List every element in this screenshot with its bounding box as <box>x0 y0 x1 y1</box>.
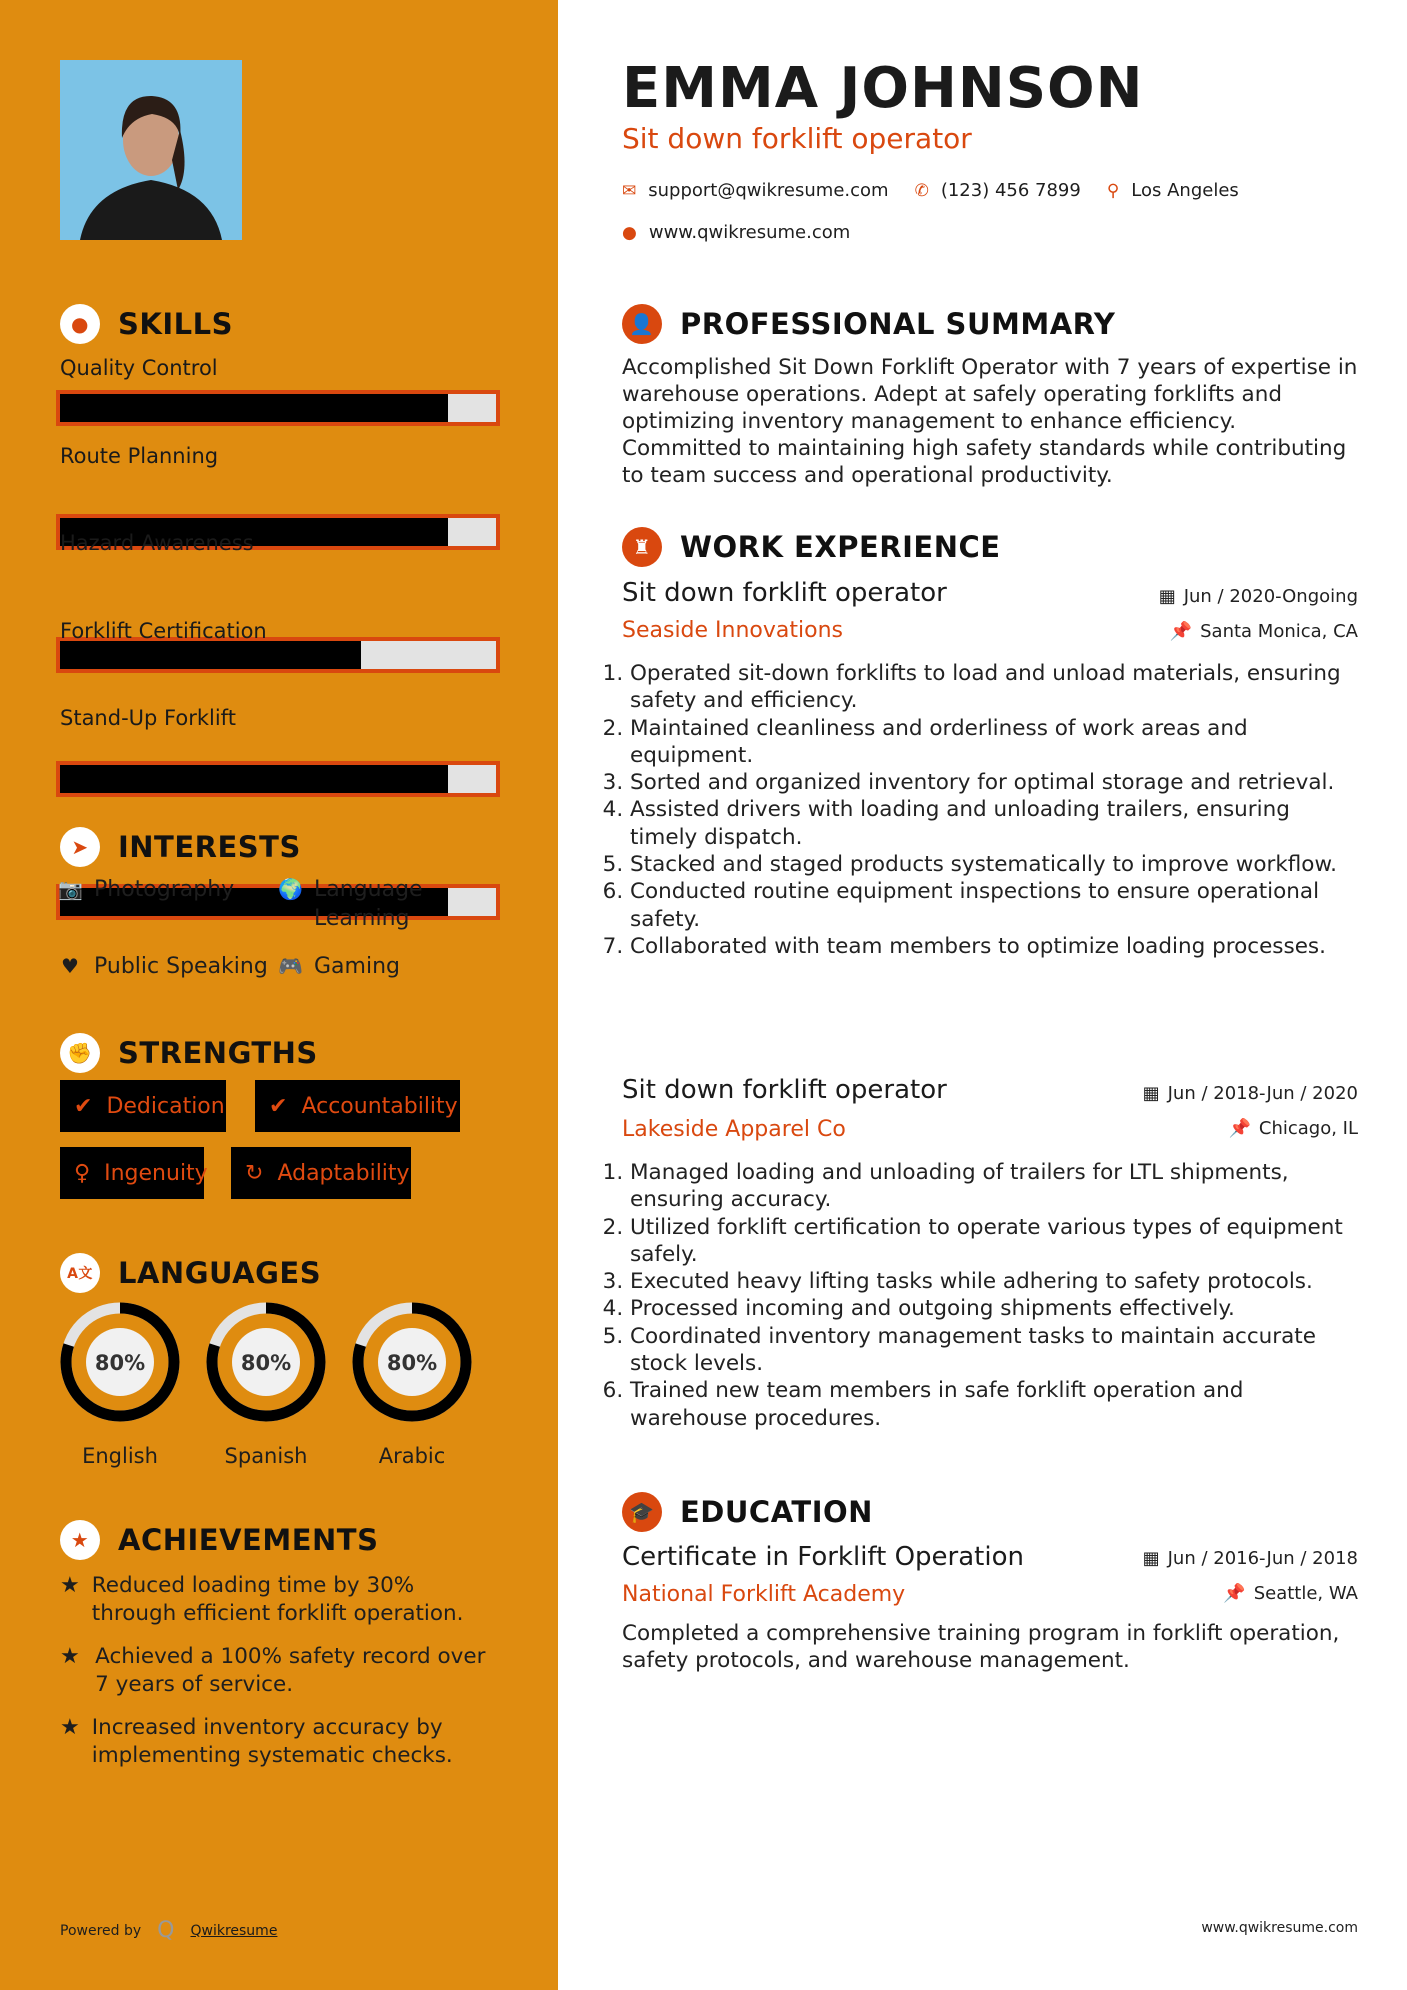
language-item <box>350 1300 474 1468</box>
job-company: Seaside Innovations <box>622 618 843 643</box>
language-percent: 80% <box>240 1351 292 1375</box>
refresh-icon: ↻ <box>245 1160 264 1186</box>
star-icon: ★ <box>60 1715 80 1740</box>
language-donut <box>58 1300 182 1424</box>
job-bullet: 4. Assisted drivers with loading and unloading trailers, ensuring timely dispatch. <box>630 796 1348 851</box>
job-bullet: 6. Trained new team members in safe forklift operation and warehouse procedures. <box>630 1377 1348 1432</box>
strengths-heading: ✊ STRENGTHS <box>60 1033 318 1073</box>
strength-badge: ✔ Dedication <box>60 1080 226 1132</box>
achievement-item: ★ Achieved a 100% safety record over 7 years of service. <box>60 1644 486 1697</box>
skill-label: Forklift Certification <box>60 618 267 643</box>
candidate-title: Sit down forklift operator <box>622 122 972 155</box>
skill-bar-fill <box>60 641 361 669</box>
interest-item: 🎮 Gaming <box>278 954 400 979</box>
strength-badge: ✔ Accountability <box>255 1080 460 1132</box>
language-item <box>58 1300 182 1468</box>
job-bullet: 5. Coordinated inventory management tasks to maintain accurate stock levels. <box>630 1323 1348 1378</box>
job-bullet: 3. Sorted and organized inventory for optimal storage and retrieval. <box>630 769 1348 796</box>
profile-photo <box>60 60 242 240</box>
education-text: Completed a comprehensive training program in forklift operation, safety protocols, and warehouse management. <box>622 1621 1340 1673</box>
degree-title: Certificate in Forklift Operation <box>622 1542 1024 1572</box>
website-link[interactable]: www.qwikresume.com <box>648 222 851 243</box>
job-bullets <box>612 660 1348 960</box>
footer-website[interactable]: www.qwikresume.com <box>1201 1920 1358 1936</box>
phone-text: (123) 456 7899 <box>940 180 1081 201</box>
interest-item: 📷 Photography <box>58 877 235 902</box>
language-donut <box>204 1300 328 1424</box>
skills-heading: ● SKILLS <box>60 304 233 344</box>
star-icon: ★ <box>60 1520 100 1560</box>
language-percent: 80% <box>94 1351 146 1375</box>
skill-label: Stand-Up Forklift <box>60 706 236 731</box>
job-location: 📌 Chicago, IL <box>1228 1118 1358 1139</box>
summary-text: Accomplished Sit Down Forklift Operator with 7 years of expertise in warehouse operations. Adept at safely operating forklifts and optimizing inventory management to enhance efficiency. Committed to maintaining high safety standards while contributing to team success and operational productivity. <box>622 355 1358 488</box>
heartbeat-icon: ♥ <box>61 954 79 978</box>
email-link[interactable]: support@qwikresume.com <box>648 180 889 201</box>
gamepad-icon: 🎮 <box>278 954 303 978</box>
qwikresume-link[interactable]: Qwikresume <box>190 1922 278 1939</box>
skill-bar-fill <box>60 394 448 422</box>
job-bullet: 3. Executed heavy lifting tasks while adhering to safety protocols. <box>630 1268 1348 1295</box>
star-icon: ★ <box>60 1573 80 1598</box>
job-bullet: 1. Managed loading and unloading of trailers for LTL shipments, ensuring accuracy. <box>630 1159 1348 1214</box>
language-donut <box>350 1300 474 1424</box>
location-pin-icon: ⚲ <box>1106 180 1120 201</box>
interest-item: ♥ Public Speaking <box>58 952 268 981</box>
language-label: English <box>82 1444 158 1468</box>
achievement-item: ★ Increased inventory accuracy by implementing systematic checks. <box>60 1715 453 1768</box>
calendar-icon: ▦ <box>1158 586 1176 607</box>
paper-plane-icon: ➤ <box>60 827 100 867</box>
job-title: Sit down forklift operator <box>622 578 947 608</box>
calendar-icon: ▦ <box>1142 1548 1160 1569</box>
email-icon: ✉ <box>622 180 637 201</box>
job-bullet: 2. Utilized forklift certification to operate various types of equipment safely. <box>630 1214 1348 1269</box>
user-icon: 👤 <box>622 304 662 344</box>
job-title: Sit down forklift operator <box>622 1075 947 1105</box>
job-location: 📌 Santa Monica, CA <box>1169 621 1358 642</box>
calendar-icon: ▦ <box>1142 1083 1160 1104</box>
skill-bar <box>56 390 500 426</box>
education-location: 📌 Seattle, WA <box>1223 1583 1358 1604</box>
language-item <box>204 1300 328 1468</box>
skill-bar-fill <box>60 765 448 793</box>
experience-heading: ♜ WORK EXPERIENCE <box>622 527 1001 567</box>
star-icon: ★ <box>60 1644 80 1669</box>
language-percent: 80% <box>386 1351 438 1375</box>
globe-icon: ● <box>622 222 637 243</box>
phone-icon: ✆ <box>914 180 929 201</box>
globe-icon: 🌍 <box>278 877 303 901</box>
interests-heading: ➤ INTERESTS <box>60 827 301 867</box>
pushpin-icon: 📌 <box>1223 1583 1246 1604</box>
location-text: Los Angeles <box>1131 180 1239 201</box>
skill-bar <box>56 761 500 797</box>
powered-by: Powered by Q Qwikresume <box>60 1918 278 1943</box>
skill-label: Hazard Awareness <box>60 531 254 556</box>
camera-icon: 📷 <box>58 877 83 901</box>
summary-heading: 👤 PROFESSIONAL SUMMARY <box>622 304 1115 344</box>
lightbulb-icon: ♀ <box>74 1160 91 1186</box>
check-circle-icon: ✔ <box>269 1093 288 1119</box>
languages-heading: A文 LANGUAGES <box>60 1253 321 1293</box>
language-icon: A文 <box>60 1253 100 1293</box>
job-date: ▦ Jun / 2018-Jun / 2020 <box>1142 1083 1358 1104</box>
candidate-name: EMMA JOHNSON <box>622 56 1144 121</box>
school-name: National Forklift Academy <box>622 1582 906 1607</box>
job-company: Lakeside Apparel Co <box>622 1117 846 1142</box>
education-heading: 🎓 EDUCATION <box>622 1492 873 1532</box>
website-row <box>622 222 850 243</box>
job-bullet: 2. Maintained cleanliness and orderliness of work areas and equipment. <box>630 715 1348 770</box>
check-circle-icon: ✔ <box>74 1093 93 1119</box>
job-bullet: 5. Stacked and staged products systematically to improve workflow. <box>630 851 1348 878</box>
skill-label: Route Planning <box>60 443 219 468</box>
interest-item: 🌍 Language Learning <box>278 877 423 931</box>
job-date: ▦ Jun / 2020-Ongoing <box>1158 586 1358 607</box>
pushpin-icon: 📌 <box>1169 621 1193 642</box>
job-bullet: 6. Conducted routine equipment inspections to ensure operational safety. <box>630 878 1348 933</box>
job-bullet: 4. Processed incoming and outgoing shipments effectively. <box>630 1295 1348 1322</box>
fist-icon: ✊ <box>60 1033 100 1073</box>
job-bullet: 7. Collaborated with team members to optimize loading processes. <box>630 933 1348 960</box>
achievements-heading: ★ ACHIEVEMENTS <box>60 1520 378 1560</box>
education-date: ▦ Jun / 2016-Jun / 2018 <box>1142 1548 1358 1569</box>
job-bullet: 1. Operated sit-down forklifts to load and unload materials, ensuring safety and efficiency. <box>630 660 1348 715</box>
language-label: Spanish <box>224 1444 308 1468</box>
language-label: Arabic <box>378 1444 446 1468</box>
chair-icon: ♜ <box>622 527 662 567</box>
contact-row <box>622 180 1239 201</box>
job-bullets <box>612 1159 1348 1432</box>
strength-badge: ♀ Ingenuity <box>60 1147 204 1199</box>
graduate-icon: 🎓 <box>622 1492 662 1532</box>
qwikresume-logo-icon: Q <box>157 1918 175 1943</box>
skill-label: Quality Control <box>60 356 218 380</box>
strength-badge: ↻ Adaptability <box>231 1147 411 1199</box>
achievement-item: ★ Reduced loading time by 30% through efficient forklift operation. <box>60 1573 464 1626</box>
pushpin-icon: 📌 <box>1228 1118 1251 1139</box>
lightbulb-icon: ● <box>60 304 100 344</box>
